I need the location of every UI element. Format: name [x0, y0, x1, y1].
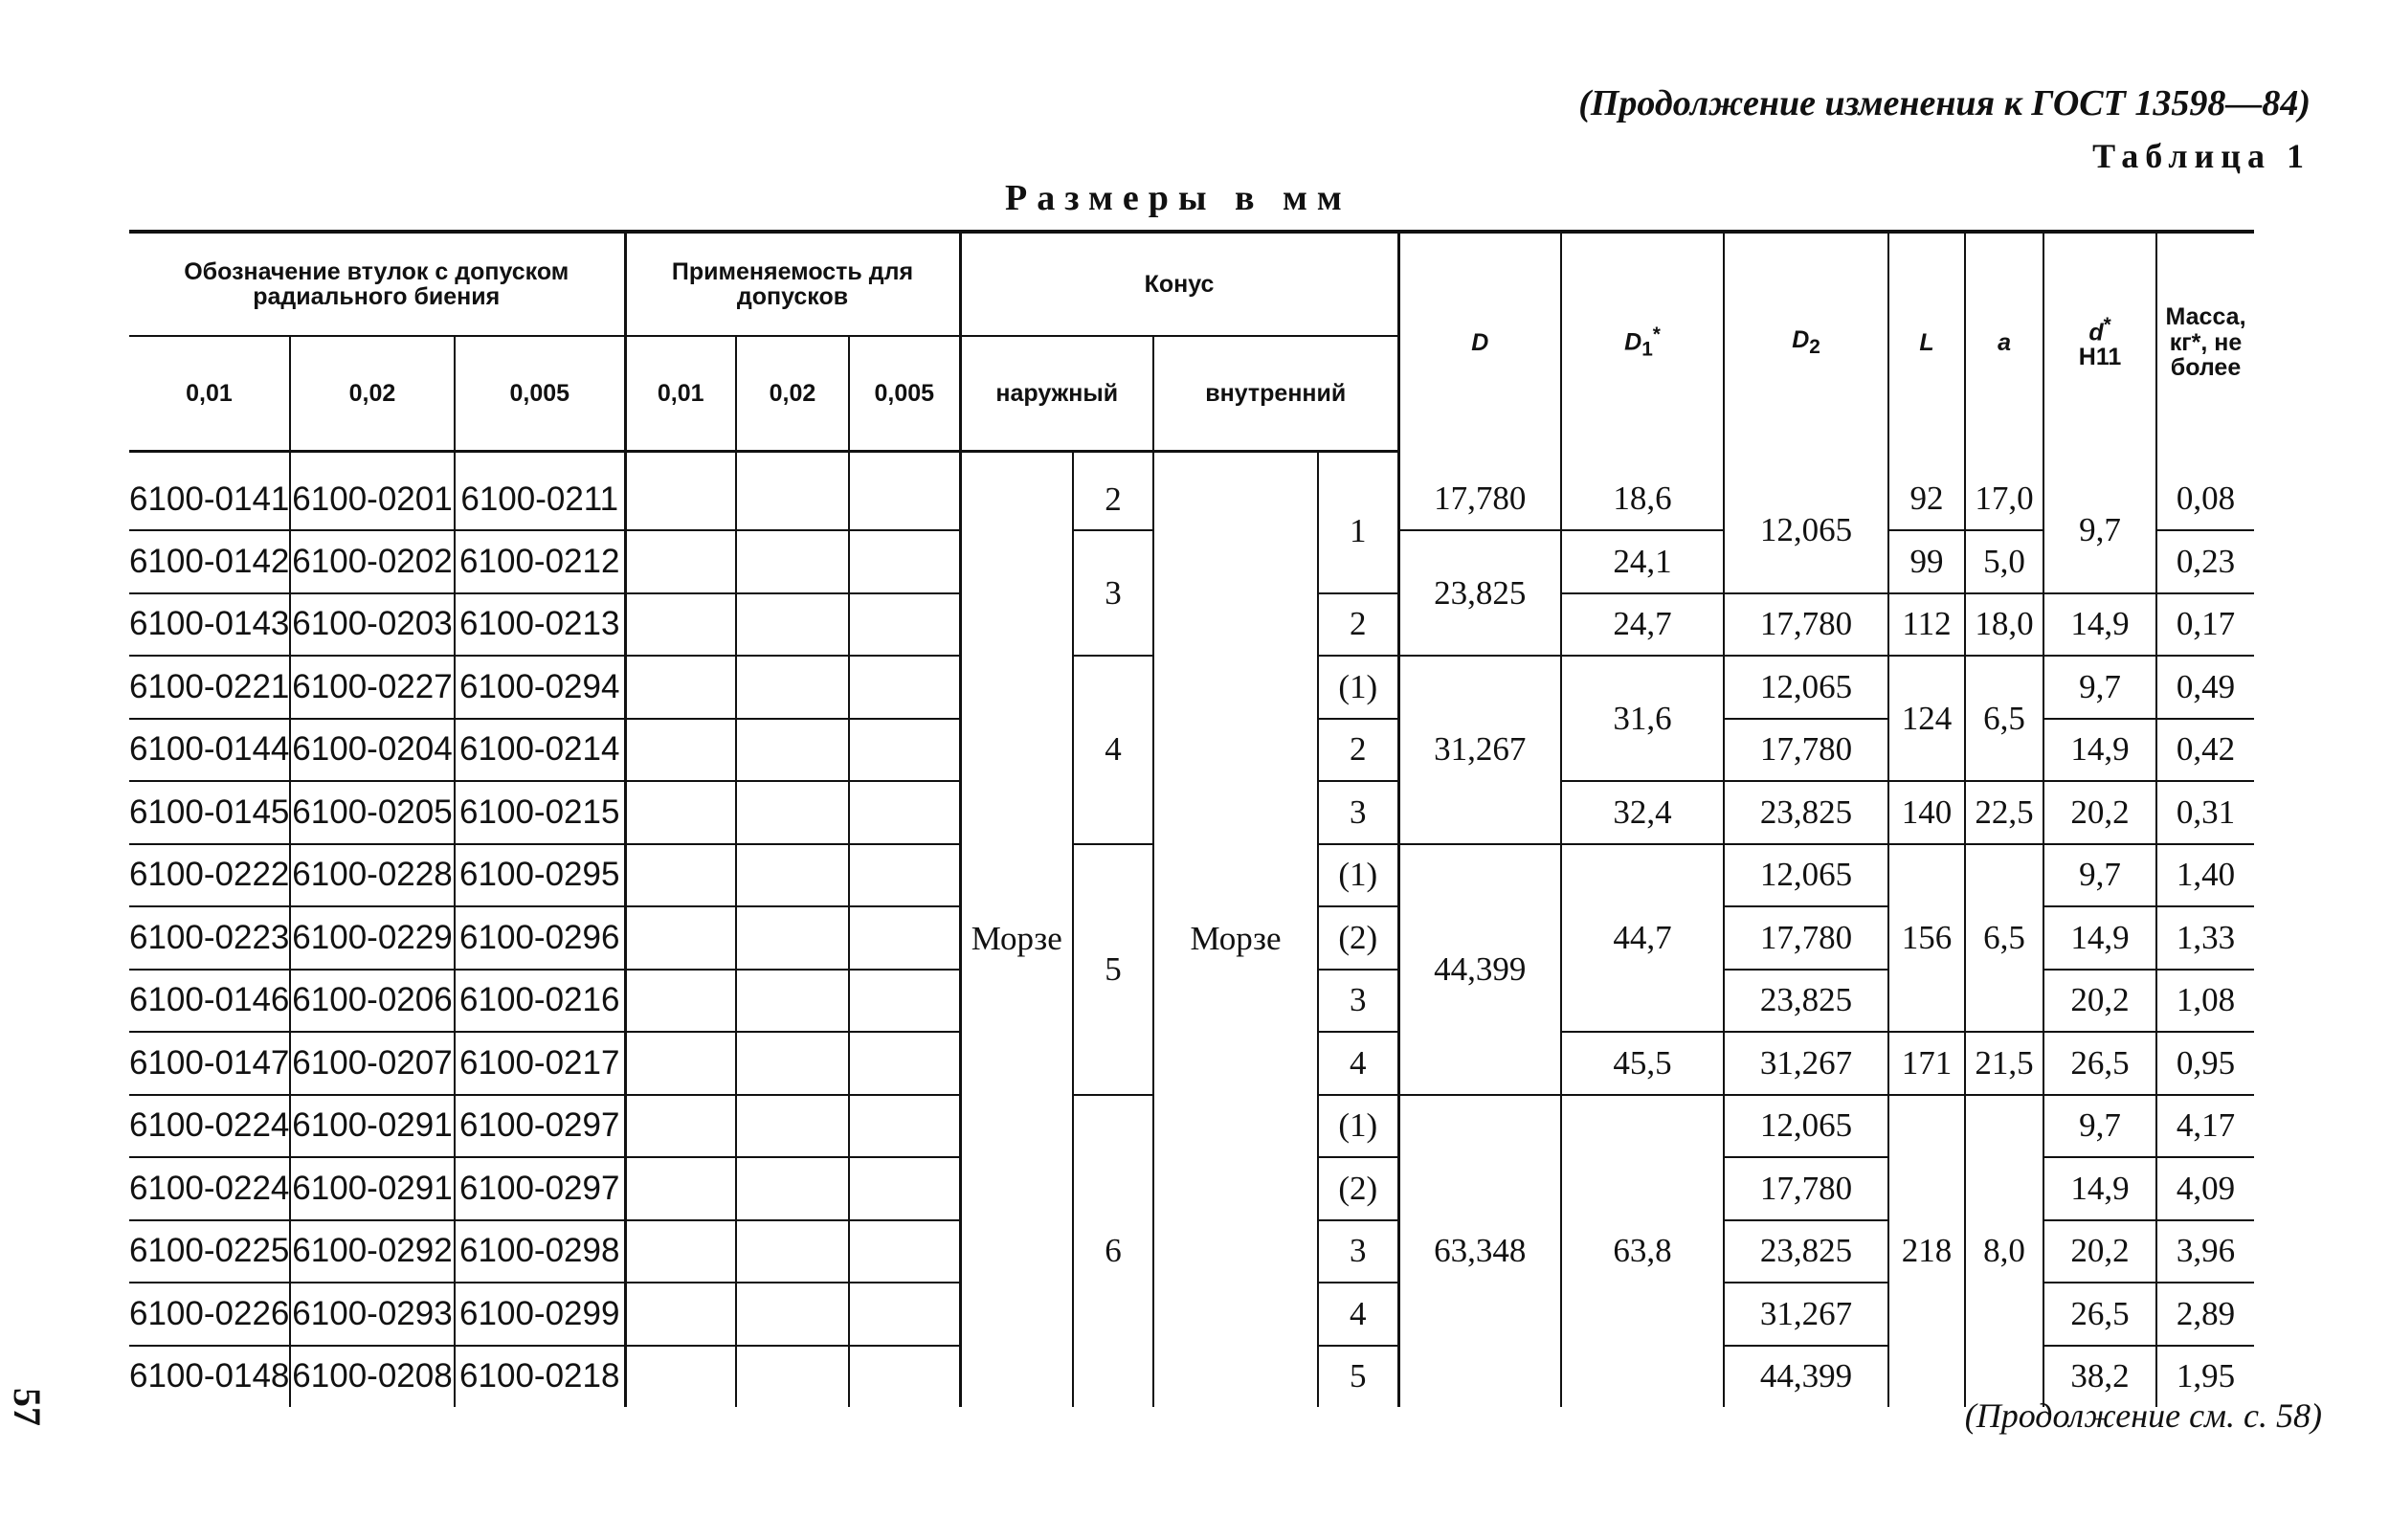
app-cell	[736, 970, 849, 1033]
D2-value: 23,825	[1724, 781, 1888, 844]
code-0005: 6100-0212	[455, 530, 625, 593]
a-value: 8,0	[1965, 1095, 2043, 1408]
mass-value: 2,89	[2156, 1283, 2254, 1346]
L-value: 92	[1888, 452, 1965, 531]
inner-number: (2)	[1318, 906, 1398, 970]
code-001: 6100-0142	[129, 530, 290, 593]
L-value: 124	[1888, 656, 1965, 781]
d-value: 20,2	[2043, 781, 2156, 844]
app-cell	[625, 844, 736, 907]
code-001: 6100-0147	[129, 1032, 290, 1095]
app-cell	[849, 719, 960, 782]
a-value: 6,5	[1965, 844, 2043, 1033]
app-cell	[625, 781, 736, 844]
code-001: 6100-0146	[129, 970, 290, 1033]
tol-header-001: 0,01	[129, 336, 290, 452]
mass-value: 1,33	[2156, 906, 2254, 970]
code-002: 6100-0207	[290, 1032, 455, 1095]
mass-value: 1,08	[2156, 970, 2254, 1033]
app-cell	[849, 844, 960, 907]
code-001: 6100-0148	[129, 1357, 290, 1395]
app-header-001: 0,01	[625, 336, 736, 452]
mass-value: 0,08	[2156, 452, 2254, 531]
outer-number: 2	[1073, 452, 1153, 531]
d-value: 9,7	[2043, 656, 2156, 719]
a-value: 17,0	[1965, 452, 2043, 531]
code-002: 6100-0228	[290, 844, 455, 907]
outer-number: 6	[1073, 1095, 1153, 1408]
code-001: 6100-0221	[129, 656, 290, 719]
app-cell	[736, 781, 849, 844]
mass-value: 0,17	[2156, 593, 2254, 657]
inner-number: 4	[1318, 1283, 1398, 1346]
D2-value: 31,267	[1724, 1032, 1888, 1095]
app-cell	[849, 1283, 960, 1346]
code-002: 6100-0292	[290, 1220, 455, 1283]
app-cell	[736, 1095, 849, 1158]
app-cell	[625, 530, 736, 593]
app-cell	[849, 593, 960, 657]
L-value: 99	[1888, 530, 1965, 593]
inner-number: 4	[1318, 1032, 1398, 1095]
inner-number: 3	[1318, 970, 1398, 1033]
D2-value: 12,065	[1724, 1095, 1888, 1158]
d-value: 14,9	[2043, 719, 2156, 782]
code-001: 6100-0225	[129, 1220, 290, 1283]
app-cell	[849, 1346, 960, 1408]
code-001: 6100-0223	[129, 906, 290, 970]
d-value: 14,9	[2043, 1157, 2156, 1220]
D-header: D	[1398, 232, 1561, 452]
app-cell	[736, 1283, 849, 1346]
inner-number: 3	[1318, 1220, 1398, 1283]
code-002: 6100-0291	[290, 1095, 455, 1158]
app-cell	[625, 1220, 736, 1283]
D2-value: 31,267	[1724, 1283, 1888, 1346]
L-value: 171	[1888, 1032, 1965, 1095]
code-002: 6100-0205	[290, 781, 455, 844]
D2-value: 44,399	[1724, 1346, 1888, 1408]
d-value: 26,5	[2043, 1032, 2156, 1095]
D1-value: 31,6	[1561, 656, 1724, 781]
app-cell	[849, 530, 960, 593]
code-001: 6100-0145	[129, 781, 290, 844]
app-cell	[736, 452, 849, 531]
L-value: 156	[1888, 844, 1965, 1033]
outer-number: 4	[1073, 656, 1153, 844]
inner-number: (1)	[1318, 656, 1398, 719]
code-001: 6100-0144	[129, 719, 290, 782]
inner-number: (2)	[1318, 1157, 1398, 1220]
inner-number: 2	[1318, 719, 1398, 782]
app-cell	[625, 1157, 736, 1220]
table-row	[129, 452, 2254, 531]
code-0005: 6100-0297	[455, 1157, 625, 1220]
L-value: 140	[1888, 781, 1965, 844]
D-value: 31,267	[1398, 656, 1561, 844]
inner-number: (1)	[1318, 1095, 1398, 1158]
app-cell	[625, 719, 736, 782]
D1-value: 32,4	[1561, 781, 1724, 844]
D-value: 63,348	[1398, 1095, 1561, 1408]
D2-value: 17,780	[1724, 719, 1888, 782]
code-002: 6100-0291	[290, 1157, 455, 1220]
applicability-header: Применяемость для допусков	[625, 232, 960, 336]
app-cell	[736, 719, 849, 782]
code-0005: 6100-0218	[455, 1346, 625, 1408]
app-header-002: 0,02	[736, 336, 849, 452]
app-cell	[849, 452, 960, 531]
code-002: 6100-0204	[290, 719, 455, 782]
mass-value: 0,95	[2156, 1032, 2254, 1095]
d-value: 9,7	[2043, 452, 2156, 593]
D2-header: $D_2$	[1724, 232, 1888, 452]
code-001: 6100-0226	[129, 1283, 290, 1346]
D2-value: 17,780	[1724, 1157, 1888, 1220]
a-value: 18,0	[1965, 593, 2043, 657]
d-value: 9,7	[2043, 1095, 2156, 1158]
app-cell	[625, 593, 736, 657]
app-cell	[849, 1032, 960, 1095]
app-cell	[849, 1095, 960, 1158]
D1-value: 18,6	[1561, 452, 1724, 531]
app-cell	[849, 1220, 960, 1283]
units-caption: Размеры в мм	[1005, 178, 1351, 218]
mass-value: 4,17	[2156, 1095, 2254, 1158]
code-002: 6100-0227	[290, 656, 455, 719]
code-001: 6100-0224	[129, 1157, 290, 1220]
app-cell	[849, 656, 960, 719]
a-value: 5,0	[1965, 530, 2043, 593]
code-002: 6100-0293	[290, 1283, 455, 1346]
code-002: 6100-0229	[290, 906, 455, 970]
D2-value: 17,780	[1724, 593, 1888, 657]
mass-value: 1,40	[2156, 844, 2254, 907]
mass-value: 0,23	[2156, 530, 2254, 593]
app-cell	[736, 1032, 849, 1095]
a-value: 22,5	[1965, 781, 2043, 844]
d-value: 20,2	[2043, 970, 2156, 1033]
app-cell	[849, 906, 960, 970]
inner-number: 3	[1318, 781, 1398, 844]
app-cell	[736, 844, 849, 907]
D2-value: 23,825	[1724, 1220, 1888, 1283]
inner-number: 2	[1318, 593, 1398, 657]
code-002: 6100-0201	[290, 452, 455, 531]
code-001: 6100-0222	[129, 844, 290, 907]
d-value: 26,5	[2043, 1283, 2156, 1346]
d-value: 20,2	[2043, 1220, 2156, 1283]
cone-outer-header: наружный	[960, 336, 1153, 452]
cone-header: Конус	[960, 232, 1398, 336]
L-header: L	[1888, 232, 1965, 452]
designation-header: Обозначение втулок с допуском радиального биения	[129, 232, 625, 336]
app-cell	[736, 656, 849, 719]
a-value: 21,5	[1965, 1032, 2043, 1095]
code-0005: 6100-0299	[455, 1283, 625, 1346]
code-0005: 6100-0217	[455, 1032, 625, 1095]
inner-number: 5	[1318, 1346, 1398, 1408]
mass-value: 3,96	[2156, 1220, 2254, 1283]
app-cell	[625, 1283, 736, 1346]
cone-outer-name: Морзе	[960, 452, 1073, 1408]
D1-value: 24,1	[1561, 530, 1724, 593]
code-001: 6100-0224	[129, 1095, 290, 1158]
app-cell	[736, 1157, 849, 1220]
app-cell	[625, 1095, 736, 1158]
continuation-header: (Продолжение изменения к ГОСТ 13598—84)	[1578, 83, 2311, 123]
code-0005: 6100-0297	[455, 1095, 625, 1158]
mass-header: Масса, кг*, не более	[2156, 232, 2254, 452]
mass-value: 0,31	[2156, 781, 2254, 844]
code-0005: 6100-0294	[455, 656, 625, 719]
app-cell	[849, 781, 960, 844]
mass-value: 4,09	[2156, 1157, 2254, 1220]
d-value: 14,9	[2043, 593, 2156, 657]
code-0005: 6100-0296	[455, 906, 625, 970]
code-0005: 6100-0295	[455, 844, 625, 907]
d-header: d* H11	[2043, 232, 2156, 452]
a-value: 6,5	[1965, 656, 2043, 781]
code-0005: 6100-0214	[455, 719, 625, 782]
tol-header-002: 0,02	[290, 336, 455, 452]
D2-value: 12,065	[1724, 452, 1888, 593]
app-cell	[736, 906, 849, 970]
app-cell	[625, 906, 736, 970]
D1-value: 24,7	[1561, 593, 1724, 657]
D2-value: 17,780	[1724, 906, 1888, 970]
L-value: 218	[1888, 1095, 1965, 1408]
app-cell	[625, 452, 736, 531]
page-number: 57	[6, 1388, 49, 1426]
D-value: 17,780	[1398, 452, 1561, 531]
code-0005: 6100-0216	[455, 970, 625, 1033]
code-0005: 6100-0211	[455, 452, 625, 531]
app-cell	[625, 656, 736, 719]
app-cell	[625, 1032, 736, 1095]
a-header: a	[1965, 232, 2043, 452]
code-002: 6100-0208	[290, 1346, 455, 1408]
D1-value: 44,7	[1561, 844, 1724, 1033]
cone-inner-name: Морзе	[1153, 452, 1318, 1408]
D1-value: 63,8	[1561, 1095, 1724, 1408]
app-cell	[625, 970, 736, 1033]
code-0005: 6100-0215	[455, 781, 625, 844]
app-cell	[849, 970, 960, 1033]
inner-number: (1)	[1318, 844, 1398, 907]
code-0005: 6100-0213	[455, 593, 625, 657]
d-value: 38,2	[2043, 1346, 2156, 1408]
app-cell	[736, 530, 849, 593]
gost-table	[129, 230, 2254, 1407]
D2-value: 12,065	[1724, 656, 1888, 719]
mass-value: 0,49	[2156, 656, 2254, 719]
code-002: 6100-0206	[290, 970, 455, 1033]
L-value: 112	[1888, 593, 1965, 657]
d-value: 14,9	[2043, 906, 2156, 970]
app-cell	[736, 1346, 849, 1408]
app-cell	[625, 1346, 736, 1408]
D1-value: 45,5	[1561, 1032, 1724, 1095]
D1-header: $D_1^*$	[1561, 232, 1724, 452]
outer-number: 3	[1073, 530, 1153, 656]
D-value: 23,825	[1398, 530, 1561, 656]
code-0005: 6100-0298	[455, 1220, 625, 1283]
app-cell	[736, 1220, 849, 1283]
app-cell	[849, 1157, 960, 1220]
app-cell	[736, 593, 849, 657]
d-value: 9,7	[2043, 844, 2156, 907]
tol-header-0005: 0,005	[455, 336, 625, 452]
continuation-note: (Продолжение см. с. 58)	[1964, 1396, 2322, 1435]
app-header-0005: 0,005	[849, 336, 960, 452]
code-001: 6100-0143	[129, 593, 290, 657]
outer-number: 5	[1073, 844, 1153, 1095]
mass-value: 1,95	[2156, 1346, 2254, 1408]
code-001: 6100-0141	[129, 452, 290, 531]
cone-inner-header: внутренний	[1153, 336, 1398, 452]
inner-number: 1	[1318, 452, 1398, 593]
D-value: 44,399	[1398, 844, 1561, 1095]
D2-value: 23,825	[1724, 970, 1888, 1033]
code-002: 6100-0203	[290, 593, 455, 657]
D2-value: 12,065	[1724, 844, 1888, 907]
code-002: 6100-0202	[290, 530, 455, 593]
mass-value: 0,42	[2156, 719, 2254, 782]
table-label: Таблица 1	[2092, 137, 2311, 175]
